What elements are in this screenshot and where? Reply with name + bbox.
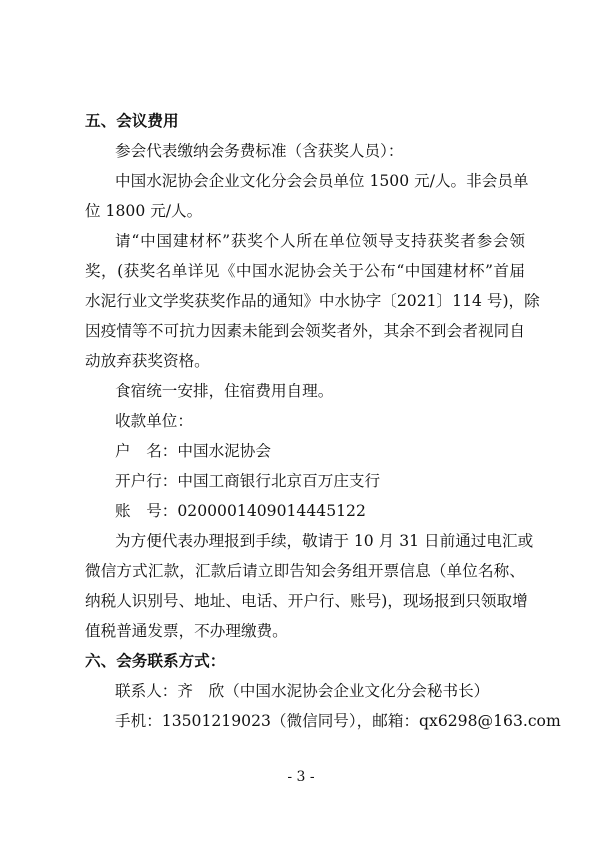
payment-paragraph-line-3: 纳税人识别号、地址、电话、开户行、账号)，现场报到只领取增: [85, 592, 528, 610]
section-6-heading: 六、会务联系方式：: [85, 652, 226, 670]
contact-phone-email: 手机：13501219023（微信同号），邮箱：qx6298@163.com: [115, 712, 561, 730]
payment-paragraph-line-2: 微信方式汇款，汇款后请立即告知会务组开票信息（单位名称、: [85, 562, 525, 580]
payee-label: 收款单位：: [115, 412, 193, 430]
lodging-note: 食宿统一安排，住宿费用自理。: [115, 382, 334, 400]
award-paragraph-line-3: 水泥行业文学奖获奖作品的通知》中水协字〔2021〕114 号)，除: [85, 292, 540, 310]
section-5-heading: 五、会议费用: [85, 112, 179, 130]
member-fee-line-1: 中国水泥协会企业文化分会会员单位 1500 元/人。非会员单: [115, 172, 529, 190]
account-name: 户 名：中国水泥协会: [115, 442, 271, 460]
award-paragraph-line-1: 请“中国建材杯”获奖个人所在单位领导支持获奖者参会领: [115, 232, 525, 250]
award-paragraph-line-5: 动放弃获奖资格。: [85, 352, 210, 370]
contact-person: 联系人：齐 欣（中国水泥协会企业文化分会秘书长）: [115, 682, 490, 700]
member-fee-line-2: 位 1800 元/人。: [85, 202, 203, 220]
payment-paragraph-line-1: 为方便代表办理报到手续，敬请于 10 月 31 日前通过电汇或: [115, 532, 534, 550]
award-paragraph-line-2: 奖，(获奖名单详见《中国水泥协会关于公布“中国建材杯”首届: [85, 262, 525, 280]
award-paragraph-line-4: 因疫情等不可抗力因素未能到会领奖者外，其余不到会者视同自: [85, 322, 525, 340]
payment-paragraph-line-4: 值税普通发票，不办理缴费。: [85, 622, 288, 640]
fee-standard-intro: 参会代表缴纳会务费标准（含获奖人员）：: [115, 142, 404, 160]
bank-name: 开户行：中国工商银行北京百万庄支行: [115, 472, 381, 490]
page-number: - 3 -: [287, 769, 315, 785]
account-number: 账 号：0200001409014445122: [115, 502, 366, 520]
